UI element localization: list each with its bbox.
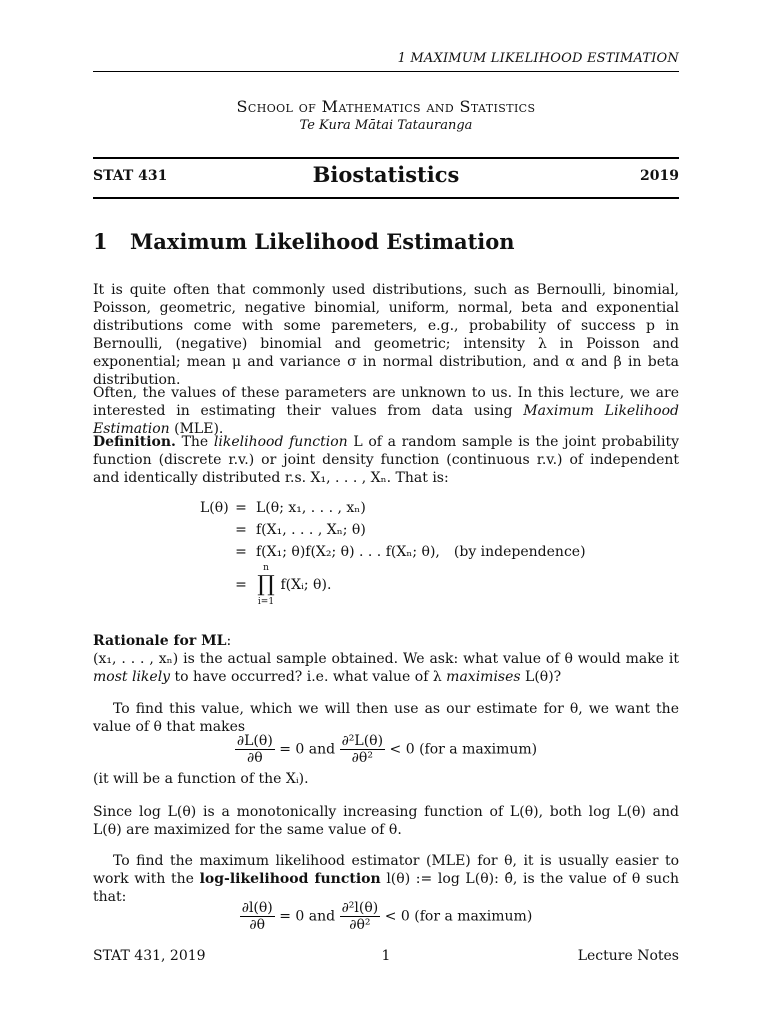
paragraph-function-of-x: (it will be a function of the Xᵢ).	[93, 771, 309, 787]
text: The	[175, 434, 214, 450]
eq-rhs	[256, 541, 586, 563]
eq-text: < 0 (for a maximum)	[384, 908, 533, 925]
denominator: ∂θ	[247, 750, 263, 766]
eq-rel: =	[235, 544, 247, 560]
course-code: STAT 431	[93, 168, 168, 184]
definition-label: Definition.	[93, 434, 176, 450]
text: (x₁, . . . , xₙ) is the actual sample obtained. We ask: what value of θ would make it	[93, 651, 679, 667]
text: (MLE).	[169, 421, 224, 437]
definition	[93, 433, 679, 487]
eq-rel: =	[235, 522, 247, 538]
eq-rel: =	[235, 577, 247, 593]
text: To find the maximum likelihood estimator (MLE) for θ, it is usually easier to work with the	[93, 853, 679, 887]
eq-term: f(X₁; θ)f(X₂; θ) . . . f(Xₙ; θ),	[256, 544, 440, 560]
fraction	[240, 900, 275, 933]
product-symbol: ∏	[257, 572, 275, 597]
text: L of a random sample is the joint probability function (discrete r.v.) or joint density function (continuous r.v.) of independent and identically distributed r.s. X₁, . . . , Xₙ. That is:	[93, 434, 680, 486]
fraction	[340, 733, 386, 766]
numerator: ∂²L(θ)	[341, 733, 384, 749]
product-lower: i=1	[257, 597, 275, 607]
eq-text: = 0 and	[279, 741, 336, 758]
eq-lhs: L(θ)	[200, 500, 229, 516]
school-name: School of Mathematics and Statistics	[236, 97, 536, 116]
emphasis: maximises	[446, 669, 521, 685]
course-year: 2019	[640, 168, 679, 184]
eq-rhs: f(X₁, . . . , Xₙ; θ)	[256, 522, 366, 538]
rationale	[93, 632, 679, 686]
eq-rhs: L(θ; x₁, . . . , xₙ)	[256, 500, 366, 516]
school-subtitle: Te Kura Mātai Tatauranga	[299, 118, 473, 133]
product-operator	[256, 563, 276, 607]
numerator: ∂²l(θ)	[341, 900, 379, 916]
text: to have occurred? i.e. what value of λ	[170, 669, 447, 685]
course-banner	[93, 162, 679, 192]
section-title: Maximum Likelihood Estimation	[130, 229, 515, 254]
eq-text: = 0 and	[279, 908, 336, 925]
eq-rhs	[256, 563, 331, 607]
eq-text: < 0 (for a maximum)	[389, 741, 538, 758]
paragraph-find-value: To find this value, which we will then use as our estimate for θ, we want the value of θ that makes	[93, 701, 679, 735]
eq-note: (by independence)	[453, 544, 586, 560]
eq-term: f(Xᵢ; θ).	[280, 577, 332, 593]
eq-rel: =	[235, 500, 247, 516]
course-title: Biostatistics	[312, 162, 460, 187]
emphasis: most likely	[93, 669, 171, 685]
derivative-condition-l	[93, 900, 679, 933]
denominator: ∂θ²	[349, 917, 371, 933]
paragraph-intro: It is quite often that commonly used distributions, such as Bernoulli, binomial, Poisson, geometric, negative binomial, uniform, normal, beta and exponential distributions come with some paremeters, e.g., probability of success p in Bernoulli, (negative) binomial and geometric; intensity λ in Poisson and exponential; mean μ and variance σ in normal distribution, and α and β in beta distribution.	[93, 282, 679, 388]
denominator: ∂θ²	[351, 750, 373, 766]
text: L(θ)?	[520, 669, 562, 685]
emphasis: Maximum Likelihood Estimation	[93, 403, 679, 437]
numerator: ∂L(θ)	[236, 733, 273, 749]
paragraph-unknown-params	[93, 384, 679, 438]
text: Often, the values of these parameters are unknown to us. In this lecture, we are interested in estimating their values from data using	[93, 385, 679, 419]
footer-right: Lecture Notes	[577, 948, 679, 964]
section-number: 1	[93, 229, 108, 254]
paragraph-log-monotone: Since log L(θ) is a monotonically increasing function of L(θ), both log L(θ) and L(θ) are maximized for the same value of θ.	[93, 804, 679, 838]
footer-left: STAT 431, 2019	[93, 948, 206, 964]
page-number: 1	[381, 948, 391, 964]
emphasis: likelihood function	[213, 434, 348, 450]
numerator: ∂l(θ)	[241, 900, 273, 916]
product-upper: n	[263, 563, 269, 573]
title-rule-bottom	[93, 197, 679, 199]
fraction	[340, 900, 381, 933]
header-rule	[93, 71, 679, 72]
text: :	[226, 633, 232, 649]
denominator: ∂θ	[249, 917, 266, 933]
bold-term: log-likelihood function	[199, 871, 381, 887]
running-header: 1 MAXIMUM LIKELIHOOD ESTIMATION	[397, 51, 679, 66]
derivative-condition-L	[93, 733, 679, 766]
rationale-label: Rationale for ML	[93, 633, 227, 649]
section-heading	[93, 229, 515, 254]
fraction	[235, 733, 275, 766]
paragraph-log-likelihood	[93, 852, 679, 906]
title-rule-top	[93, 157, 679, 159]
text: l(θ) := log L(θ): θ̂, is the value of θ such that:	[93, 871, 679, 905]
